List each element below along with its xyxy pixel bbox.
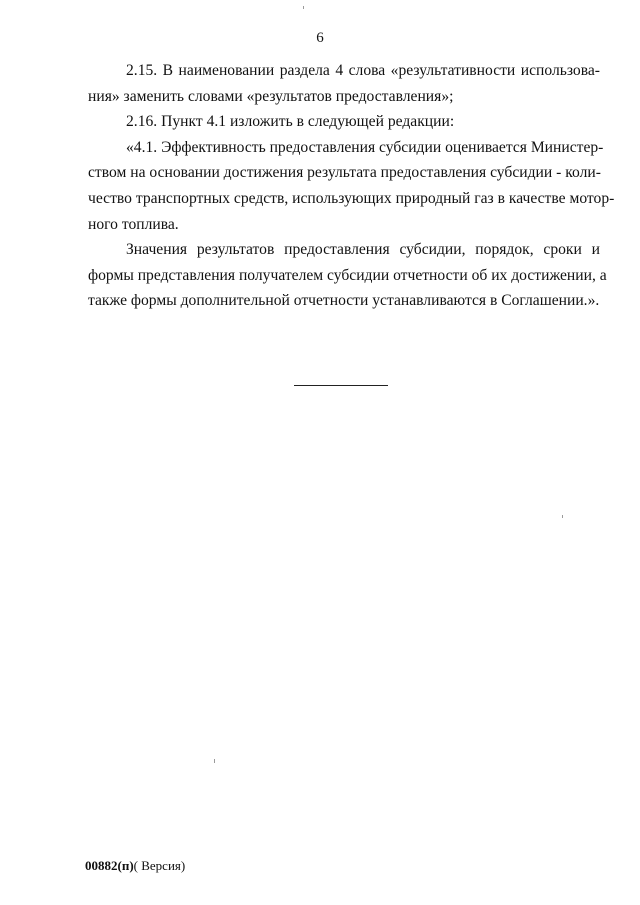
paragraph-4-1-values xyxy=(88,237,607,314)
text-line: «4.1. Эффективность предоставления субсидии оценивается Министер- xyxy=(126,138,604,156)
text-line: 2.16. Пункт 4.1 изложить в следующей редакции: xyxy=(126,113,455,131)
text-line: Значения результатов предоставления субсидии, порядок, сроки и xyxy=(126,241,600,259)
text-line: ного топлива. xyxy=(88,215,179,233)
page-number: 6 xyxy=(316,30,324,46)
document-code: 00882(п) xyxy=(85,858,134,873)
paragraph-2-15 xyxy=(88,58,600,109)
scan-speck xyxy=(562,515,563,518)
scan-speck xyxy=(303,6,304,9)
document-footer xyxy=(85,858,185,874)
text-line: чество транспортных средств, использующих природный газ в качестве мотор- xyxy=(88,189,615,207)
document-version-label: ( Версия) xyxy=(133,858,186,873)
paragraph-2-16 xyxy=(88,109,600,135)
end-separator-line xyxy=(294,385,388,386)
paragraph-4-1-effectiveness xyxy=(88,135,615,237)
scan-speck xyxy=(214,759,215,763)
text-line: формы представления получателем субсидии отчетности об их достижении, а xyxy=(88,266,607,284)
text-line: ния» заменить словами «результатов предоставления»; xyxy=(88,87,454,105)
text-line: 2.15. В наименовании раздела 4 слова «результативности использова- xyxy=(126,62,600,79)
text-line: ством на основании достижения результата предоставления субсидии - коли- xyxy=(88,164,601,182)
text-line: также формы дополнительной отчетности устанавливаются в Соглашении.». xyxy=(88,292,600,310)
document-body xyxy=(88,58,615,314)
